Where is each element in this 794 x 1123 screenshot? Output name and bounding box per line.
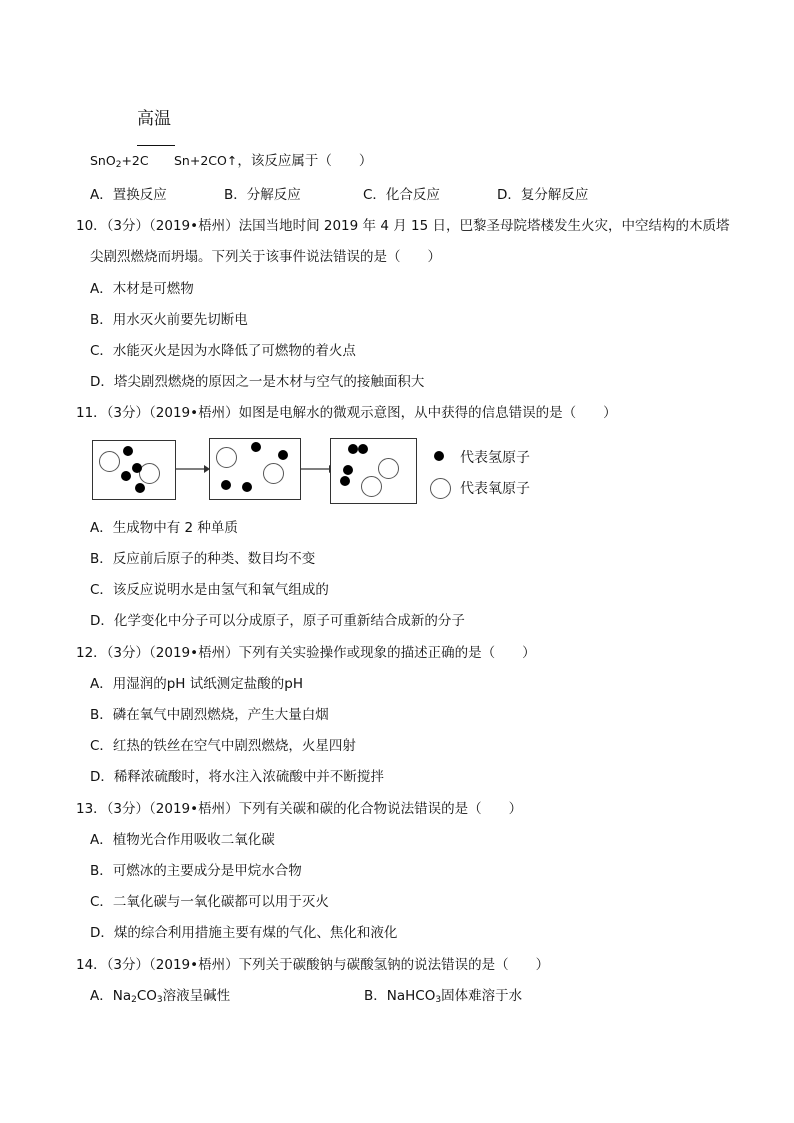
q9-reactant: SnO$_2$+2C (90, 153, 149, 170)
hydrogen-atom (242, 482, 252, 492)
q13-stem: 13．（3分）（2019•梧州）下列有关碳和碳的化合物说法错误的是（ ） (76, 801, 523, 817)
q10-option-b: B．用水灭火前要先切断电 (90, 312, 248, 328)
q14-stem: 14．（3分）（2019•梧州）下列关于碳酸钠与碳酸氢钠的说法错误的是（ ） (76, 957, 550, 973)
oxygen-atom (378, 458, 399, 479)
q14-option-a: A．$Na_2CO_3$溶液呈碱性 (90, 988, 231, 1005)
oxygen-atom (263, 463, 284, 484)
q13-option-a: A．植物光合作用吸收二氧化碳 (90, 832, 275, 848)
hydrogen-atom (123, 446, 133, 456)
hydrogen-atom (343, 465, 353, 475)
hydrogen-atom (358, 444, 368, 454)
legend-hydrogen-icon (434, 451, 444, 461)
diagram-box-after (330, 438, 417, 504)
q11-stem: 11．（3分）（2019•梧州）如图是电解水的微观示意图，从中获得的信息错误的是（ ） (76, 405, 617, 421)
oxygen-atom (361, 476, 382, 497)
hydrogen-atom (121, 471, 131, 481)
q13-option-c: C．二氧化碳与一氧化碳都可以用于灭火 (90, 894, 329, 910)
q13-option-d: D．煤的综合利用措施主要有煤的气化、焦化和液化 (90, 925, 398, 941)
q11-option-d: D．化学变化中分子可以分成原子，原子可重新结合成新的分子 (90, 613, 465, 629)
q9-option-d: D．复分解反应 (497, 187, 589, 203)
q9-option-b: B．分解反应 (224, 187, 301, 203)
q9-option-a: A．置换反应 (90, 187, 167, 203)
hydrogen-atom (278, 450, 288, 460)
q11-option-b: B．反应前后原子的种类、数目均不变 (90, 551, 316, 567)
q9-product: Sn+2CO↑，该反应属于（ ） (174, 153, 373, 169)
legend-oxygen-label: 代表氧原子 (460, 481, 530, 497)
diagram-box-before (92, 440, 176, 500)
q13-option-b: B．可燃冰的主要成分是甲烷水合物 (90, 863, 302, 879)
q10-stem-line2: 尖剧烈燃烧而坍塌。下列关于该事件说法错误的是（ ） (90, 249, 441, 265)
q11-option-a: A．生成物中有 2 种单质 (90, 520, 238, 536)
hydrogen-atom (221, 480, 231, 490)
q10-option-d: D．塔尖剧烈燃烧的原因之一是木材与空气的接触面积大 (90, 374, 425, 390)
arrow-icon (176, 462, 210, 476)
q12-option-b: B．磷在氧气中剧烈燃烧，产生大量白烟 (90, 707, 329, 723)
q10-stem-line1: 10．（3分）（2019•梧州）法国当地时间 2019 年 4 月 15 日，巴黎圣母院塔楼发生火灾，中空结构的木质塔 (76, 218, 730, 234)
reaction-bar (137, 145, 175, 146)
q10-option-c: C．水能灭火是因为水降低了可燃物的着火点 (90, 343, 356, 359)
hydrogen-atom (348, 444, 358, 454)
q12-option-a: A．用湿润的pH 试纸测定盐酸的pH (90, 676, 303, 692)
q10-option-a: A．木材是可燃物 (90, 281, 194, 297)
hydrogen-atom (251, 442, 261, 452)
q12-option-d: D．稀释浓硫酸时，将水注入浓硫酸中并不断搅拌 (90, 769, 384, 785)
legend-oxygen-icon (430, 478, 451, 499)
oxygen-atom (99, 451, 120, 472)
q9-option-c: C．化合反应 (363, 187, 440, 203)
legend-hydrogen-label: 代表氢原子 (460, 450, 530, 466)
q14-option-b: B．NaHCO$_3$固体难溶于水 (364, 988, 523, 1005)
reaction-condition: 高温 (137, 109, 171, 129)
hydrogen-atom (132, 463, 142, 473)
hydrogen-atom (340, 476, 350, 486)
oxygen-atom (139, 463, 160, 484)
q12-option-c: C．红热的铁丝在空气中剧烈燃烧，火星四射 (90, 738, 356, 754)
oxygen-atom (216, 447, 237, 468)
diagram-box-middle (209, 438, 301, 500)
q11-option-c: C．该反应说明水是由氢气和氧气组成的 (90, 582, 329, 598)
q12-stem: 12．（3分）（2019•梧州）下列有关实验操作或现象的描述正确的是（ ） (76, 645, 536, 661)
hydrogen-atom (135, 483, 145, 493)
